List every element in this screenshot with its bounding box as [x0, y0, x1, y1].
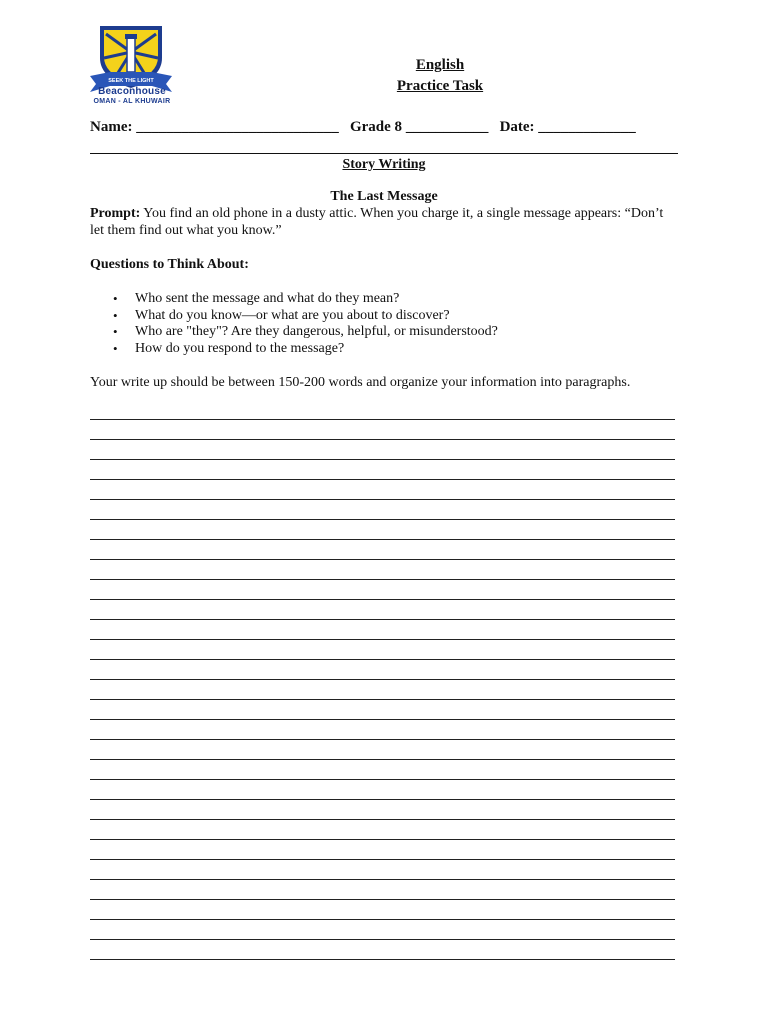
- writing-line[interactable]: [90, 779, 675, 780]
- writing-line[interactable]: [90, 659, 675, 660]
- name-label: Name:: [90, 119, 133, 135]
- writing-line[interactable]: [90, 499, 675, 500]
- subject-title: English: [415, 57, 465, 73]
- header-divider: [90, 153, 678, 154]
- grade-field[interactable]: ___________: [405, 119, 489, 135]
- writing-line[interactable]: [90, 859, 675, 860]
- writing-line[interactable]: [90, 839, 675, 840]
- writing-line[interactable]: [90, 799, 675, 800]
- writing-line[interactable]: [90, 819, 675, 820]
- prompt-text: You find an old phone in a dusty attic. When you charge it, a single message appears: “Don’t let them find out what you know.”: [90, 206, 664, 238]
- prompt-paragraph: [90, 206, 680, 239]
- writing-line[interactable]: [90, 479, 675, 480]
- writing-line[interactable]: [90, 559, 675, 560]
- writing-line[interactable]: [90, 539, 675, 540]
- student-info-line: [90, 119, 636, 136]
- list-item: • Who sent the message and what do they mean?: [113, 291, 400, 306]
- writing-line[interactable]: [90, 939, 675, 940]
- writing-line[interactable]: [90, 719, 675, 720]
- writing-line[interactable]: [90, 519, 675, 520]
- section-title: Story Writing: [342, 157, 426, 172]
- writing-line[interactable]: [90, 899, 675, 900]
- bullet-icon: •: [113, 340, 118, 356]
- writing-line[interactable]: [90, 599, 675, 600]
- bullet-icon: •: [113, 291, 118, 306]
- bullet-icon: •: [113, 307, 118, 323]
- questions-heading: Questions to Think About:: [90, 257, 249, 272]
- word-count-instruction: Your write up should be between 150-200 words and organize your information into paragraphs.: [90, 375, 631, 390]
- prompt-label: Prompt:: [90, 206, 141, 221]
- list-item: • Who are "they"? Are they dangerous, helpful, or misunderstood?: [113, 324, 498, 339]
- list-item: • What do you know—or what are you about to discover?: [113, 307, 450, 323]
- writing-line[interactable]: [90, 739, 675, 740]
- writing-line[interactable]: [90, 459, 675, 460]
- writing-line[interactable]: [90, 679, 675, 680]
- writing-line[interactable]: [90, 619, 675, 620]
- writing-line[interactable]: [90, 699, 675, 700]
- writing-line[interactable]: [90, 879, 675, 880]
- logo-school-name: Beaconhouse: [98, 86, 166, 97]
- writing-line[interactable]: [90, 439, 675, 440]
- writing-line[interactable]: [90, 419, 675, 420]
- date-field[interactable]: _____________: [538, 119, 636, 135]
- writing-line[interactable]: [90, 759, 675, 760]
- task-title: Practice Task: [396, 78, 484, 94]
- list-item: • How do you respond to the message?: [113, 340, 345, 356]
- writing-line[interactable]: [90, 959, 675, 960]
- story-title: The Last Message: [330, 189, 438, 204]
- writing-line[interactable]: [90, 919, 675, 920]
- date-label: Date:: [499, 119, 535, 135]
- logo-location: OMAN - AL KHUWAIR: [93, 98, 171, 105]
- writing-line[interactable]: [90, 639, 675, 640]
- bullet-icon: •: [113, 324, 118, 339]
- logo-motto: SEEK THE LIGHT: [108, 78, 154, 84]
- name-field[interactable]: ___________________________: [136, 119, 339, 135]
- grade-label: Grade 8: [349, 119, 403, 135]
- writing-line[interactable]: [90, 579, 675, 580]
- questions-list: [90, 291, 498, 357]
